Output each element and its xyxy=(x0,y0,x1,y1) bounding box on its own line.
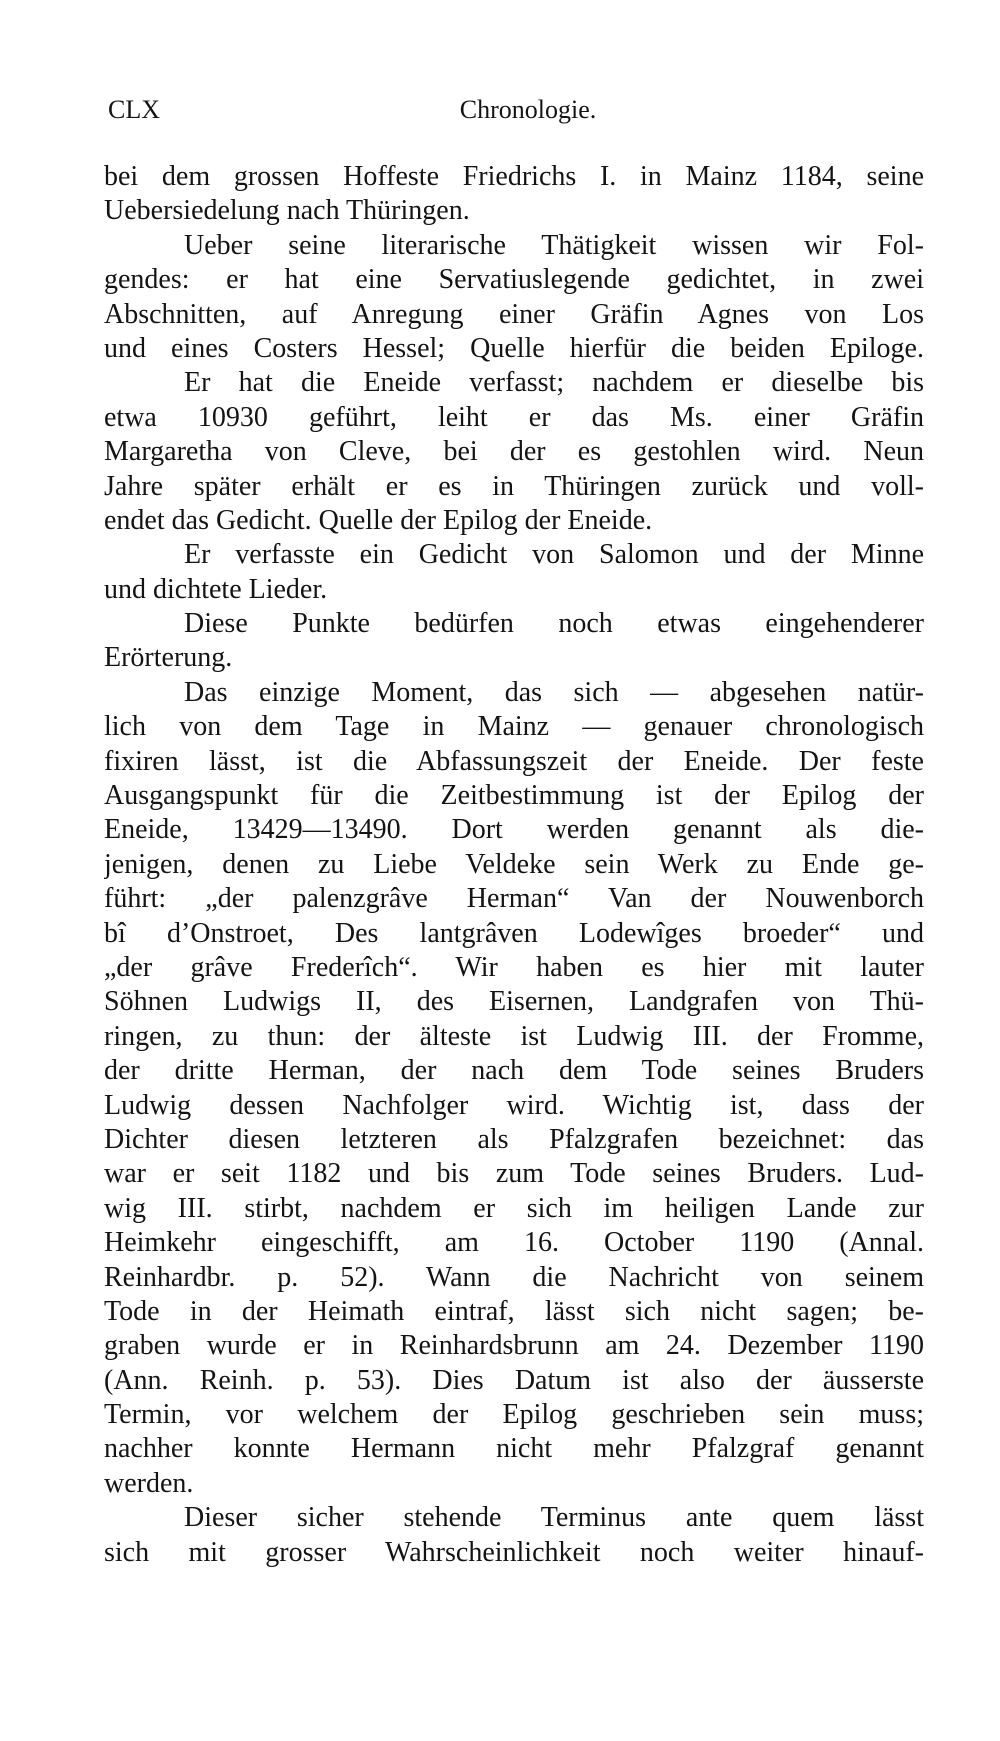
text-line: Ueber seine literarische Thätigkeit wissen wir Fol- xyxy=(184,229,924,261)
text-line: (Ann. Reinh. p. 53). Dies Datum ist also der äusserste xyxy=(104,1364,924,1396)
text-line: Margaretha von Cleve, bei der es gestohlen wird. Neun xyxy=(104,436,924,468)
text-line: Uebersiedelung nach Thüringen. xyxy=(104,195,470,227)
text-line: führt: „der palenzgrâve Herman“ Van der Nouwenborch xyxy=(104,883,924,915)
text-line: Erörterung. xyxy=(104,642,233,674)
text-line: Er hat die Eneide verfasst; nachdem er dieselbe bis xyxy=(184,367,924,399)
text-line: Söhnen Ludwigs II, des Eisernen, Landgrafen von Thü- xyxy=(104,986,924,1018)
text-line: und eines Costers Hessel; Quelle hierfür die beiden Epiloge. xyxy=(104,332,924,364)
text-line: Tode in der Heimath eintraf, lässt sich nicht sagen; be- xyxy=(104,1295,924,1327)
text-line: bei dem grossen Hoffeste Friedrichs I. in Mainz 1184, seine xyxy=(104,161,924,192)
text-line: nachher konnte Hermann nicht mehr Pfalzgraf genannt xyxy=(104,1433,924,1465)
text-line: Heimkehr eingeschifft, am 16. October 1190 (Annal. xyxy=(104,1227,924,1259)
text-line: Dichter diesen letzteren als Pfalzgrafen bezeichnet: das xyxy=(104,1123,924,1155)
text-line: etwa 10930 geführt, leiht er das Ms. einer Gräfin xyxy=(104,401,924,433)
text-line: und dichtete Lieder. xyxy=(104,573,328,605)
text-line: graben wurde er in Reinhardsbrunn am 24. Dezember 1190 xyxy=(104,1330,924,1362)
text-line: Abschnitten, auf Anregung einer Gräfin Agnes von Los xyxy=(104,298,924,330)
text-line: lich von dem Tage in Mainz — genauer chronologisch xyxy=(104,711,924,743)
text-line: Ludwig dessen Nachfolger wird. Wichtig ist, dass der xyxy=(104,1089,924,1121)
text-line: Diese Punkte bedürfen noch etwas eingehenderer xyxy=(184,608,924,640)
text-line: ringen, zu thun: der älteste ist Ludwig III. der Fromme, xyxy=(104,1020,924,1052)
text-line: endet das Gedicht. Quelle der Epilog der Eneide. xyxy=(104,504,653,536)
text-line: werden. xyxy=(104,1467,194,1499)
text-line: Das einzige Moment, das sich — abgesehen natür- xyxy=(184,676,924,708)
text-line: Reinhardbr. p. 52). Wann die Nachricht von seinem xyxy=(104,1261,924,1293)
running-title: Chronologie. xyxy=(459,95,597,124)
body-text xyxy=(104,160,924,1570)
text-line: Er verfasste ein Gedicht von Salomon und der Minne xyxy=(184,539,924,571)
text-line: der dritte Herman, der nach dem Tode seines Bruders xyxy=(104,1055,924,1087)
text-line: wig III. stirbt, nachdem er sich im heiligen Lande zur xyxy=(104,1192,924,1224)
text-line: war er seit 1182 und bis zum Tode seines Bruders. Lud- xyxy=(104,1158,924,1190)
text-line: Termin, vor welchem der Epilog geschrieben sein muss; xyxy=(104,1399,924,1431)
page-header xyxy=(108,95,908,135)
text-line: Jahre später erhält er es in Thüringen zurück und voll- xyxy=(104,470,924,502)
text-line: Dieser sicher stehende Terminus ante quem lässt xyxy=(184,1502,924,1534)
text-line: jenigen, denen zu Liebe Veldeke sein Werk zu Ende ge- xyxy=(104,848,924,880)
text-line: fixiren lässt, ist die Abfassungszeit der Eneide. Der feste xyxy=(104,745,924,777)
page-number: CLX xyxy=(108,95,160,124)
text-line: Ausgangspunkt für die Zeitbestimmung ist der Epilog der xyxy=(104,780,924,812)
text-line: bî d’Onstroet, Des lantgrâven Lodewîges broeder“ und xyxy=(104,917,924,949)
text-line: sich mit grosser Wahrscheinlichkeit noch weiter hinauf- xyxy=(104,1536,924,1568)
text-line: gendes: er hat eine Servatiuslegende gedichtet, in zwei xyxy=(104,264,924,296)
text-line: Eneide, 13429—13490. Dort werden genannt als die- xyxy=(104,814,924,846)
text-line: „der grâve Frederîch“. Wir haben es hier mit lauter xyxy=(104,951,924,983)
